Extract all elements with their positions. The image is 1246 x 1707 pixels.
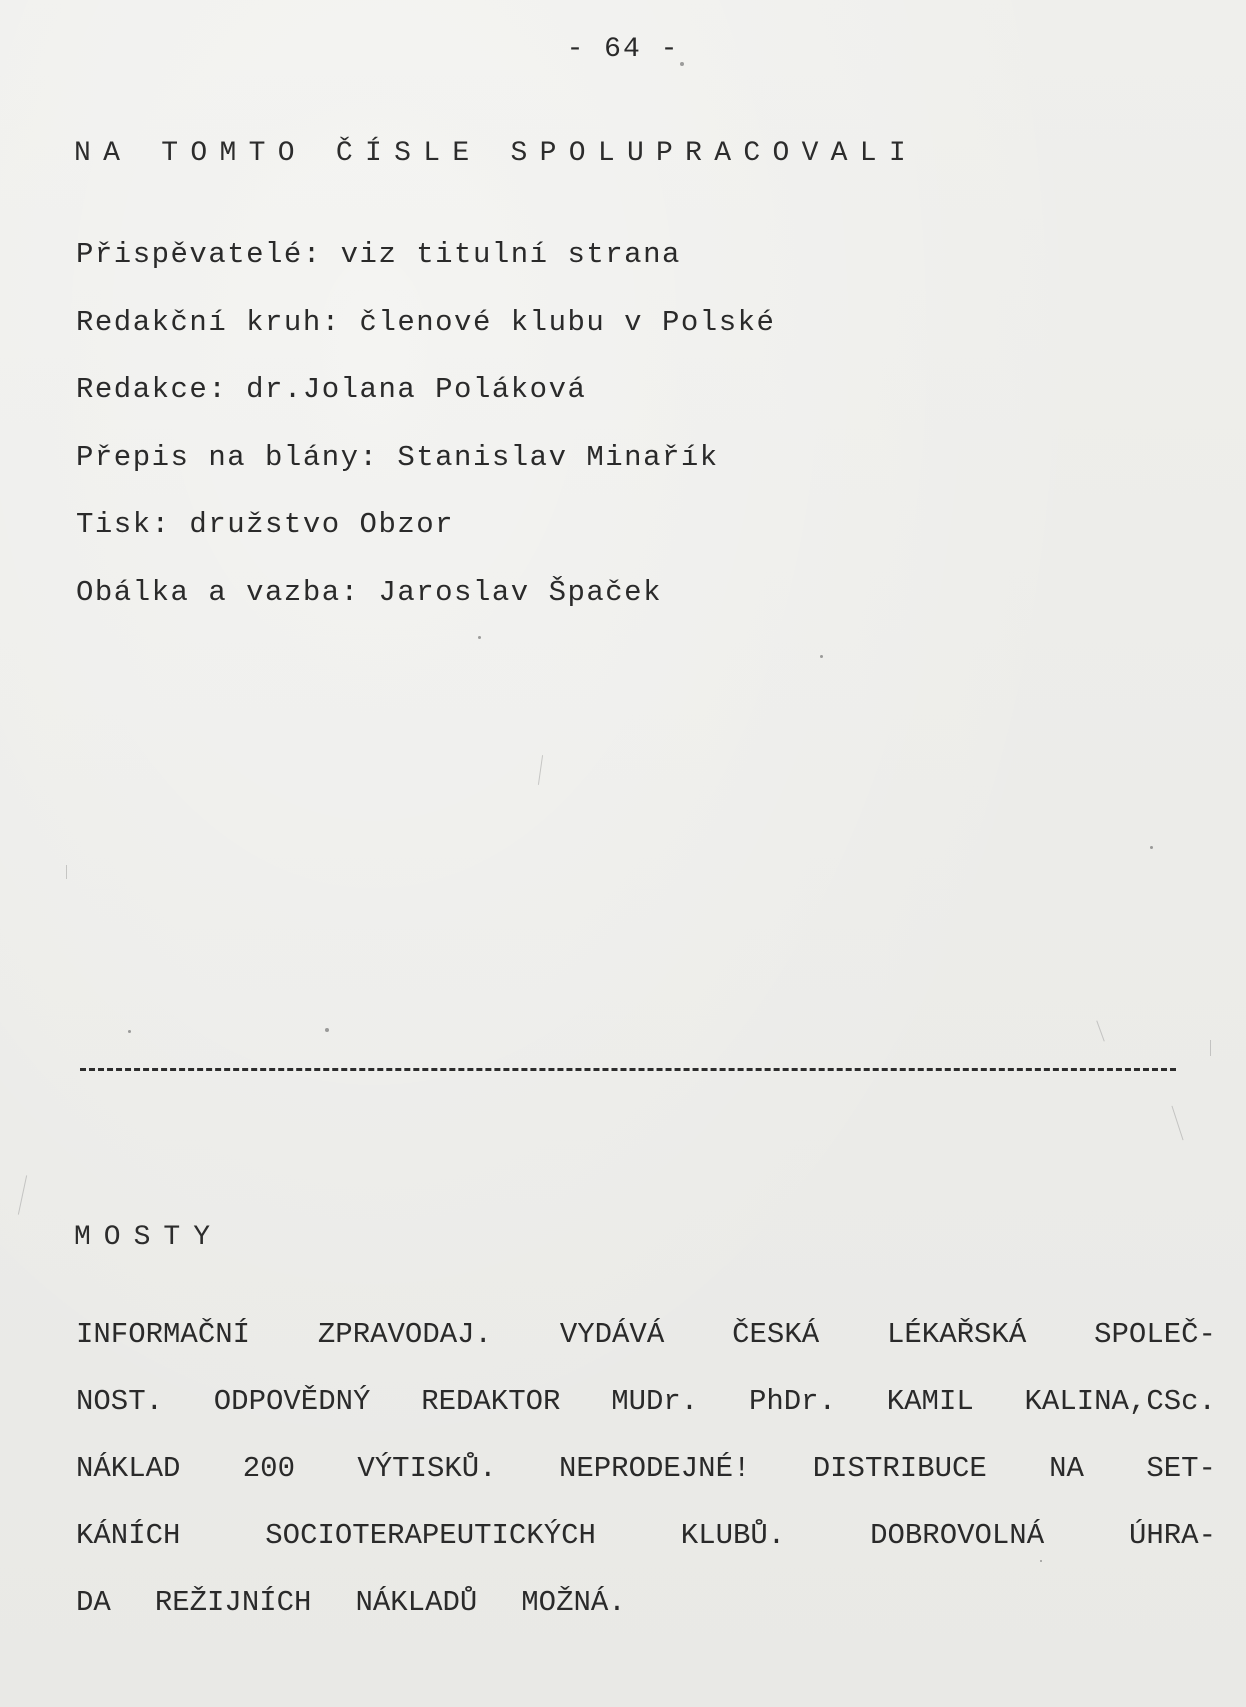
info-word: NÁKLADŮ xyxy=(355,1586,478,1619)
info-word: DISTRIBUCE xyxy=(812,1452,987,1485)
credit-line-stencil-transcription: Přepis na blány: Stanislav Minařík xyxy=(76,440,719,474)
credits-list xyxy=(76,238,775,643)
dashed-separator xyxy=(80,1068,1176,1071)
credit-line-cover-binding: Obálka a vazba: Jaroslav Špaček xyxy=(76,575,662,609)
info-word: KAMIL xyxy=(886,1385,974,1418)
paper-speck xyxy=(325,1028,329,1032)
info-word: LÉKAŘSKÁ xyxy=(887,1318,1027,1351)
contributors-heading: NA TOMTO ČÍSLE SPOLUPRACOVALI xyxy=(74,138,918,169)
info-word: REŽIJNÍCH xyxy=(154,1586,312,1619)
info-line xyxy=(76,1385,1216,1452)
info-word: KÁNÍCH xyxy=(76,1519,181,1552)
paper-scratch xyxy=(1210,1040,1211,1056)
paper-speck xyxy=(478,636,481,639)
paper-speck xyxy=(128,1030,131,1033)
paper-scratch xyxy=(1171,1106,1183,1141)
info-word: DA xyxy=(76,1586,111,1619)
info-line xyxy=(76,1318,1216,1385)
info-word: MUDr. xyxy=(611,1385,699,1418)
info-word: INFORMAČNÍ xyxy=(76,1318,251,1351)
paper-scratch xyxy=(538,755,543,785)
info-word: VÝTISKŮ. xyxy=(357,1452,497,1485)
info-word: KALINA,CSc. xyxy=(1024,1385,1216,1418)
info-word: SOCIOTERAPEUTICKÝCH xyxy=(265,1519,596,1552)
info-word: ZPRAVODAJ. xyxy=(317,1318,492,1351)
paper-speck xyxy=(1040,1560,1042,1562)
paper-scratch xyxy=(1096,1020,1104,1041)
info-word: SET- xyxy=(1146,1452,1216,1485)
info-word: ČESKÁ xyxy=(732,1318,820,1351)
info-word: ODPOVĚDNÝ xyxy=(213,1385,371,1418)
credit-line-editorial-circle: Redakční kruh: členové klubu v Polské xyxy=(76,305,776,339)
info-word: NOST. xyxy=(76,1385,164,1418)
info-word: 200 xyxy=(242,1452,295,1485)
credit-line-editor: Redakce: dr.Jolana Poláková xyxy=(76,373,587,406)
paper-speck xyxy=(820,655,823,658)
info-line xyxy=(76,1586,1216,1653)
info-word: NA xyxy=(1049,1452,1084,1485)
info-word: NÁKLAD xyxy=(76,1452,181,1485)
info-word: ÚHRA- xyxy=(1128,1519,1216,1552)
info-word: SPOLEČ- xyxy=(1094,1318,1216,1351)
info-word: MOŽNÁ. xyxy=(521,1586,626,1619)
publication-info xyxy=(76,1318,1216,1653)
info-word: VYDÁVÁ xyxy=(559,1318,665,1351)
credit-line-contributors: Přispěvatelé: viz titulní strana xyxy=(76,238,681,271)
page-number: - 64 - xyxy=(566,34,680,65)
info-word: DOBROVOLNÁ xyxy=(870,1519,1045,1552)
info-word: NEPRODEJNÉ! xyxy=(558,1452,751,1485)
info-word: REDAKTOR xyxy=(421,1385,561,1418)
info-line xyxy=(76,1452,1216,1519)
paper-scratch xyxy=(66,865,67,879)
paper-speck xyxy=(680,62,684,66)
paper-scratch xyxy=(18,1175,27,1214)
publication-title: MOSTY xyxy=(74,1222,224,1253)
credit-line-printing: Tisk: družstvo Obzor xyxy=(76,508,455,541)
info-word: PhDr. xyxy=(748,1385,836,1418)
paper-speck xyxy=(1150,846,1153,849)
info-word: KLUBŮ. xyxy=(680,1519,786,1552)
info-line xyxy=(76,1519,1216,1586)
